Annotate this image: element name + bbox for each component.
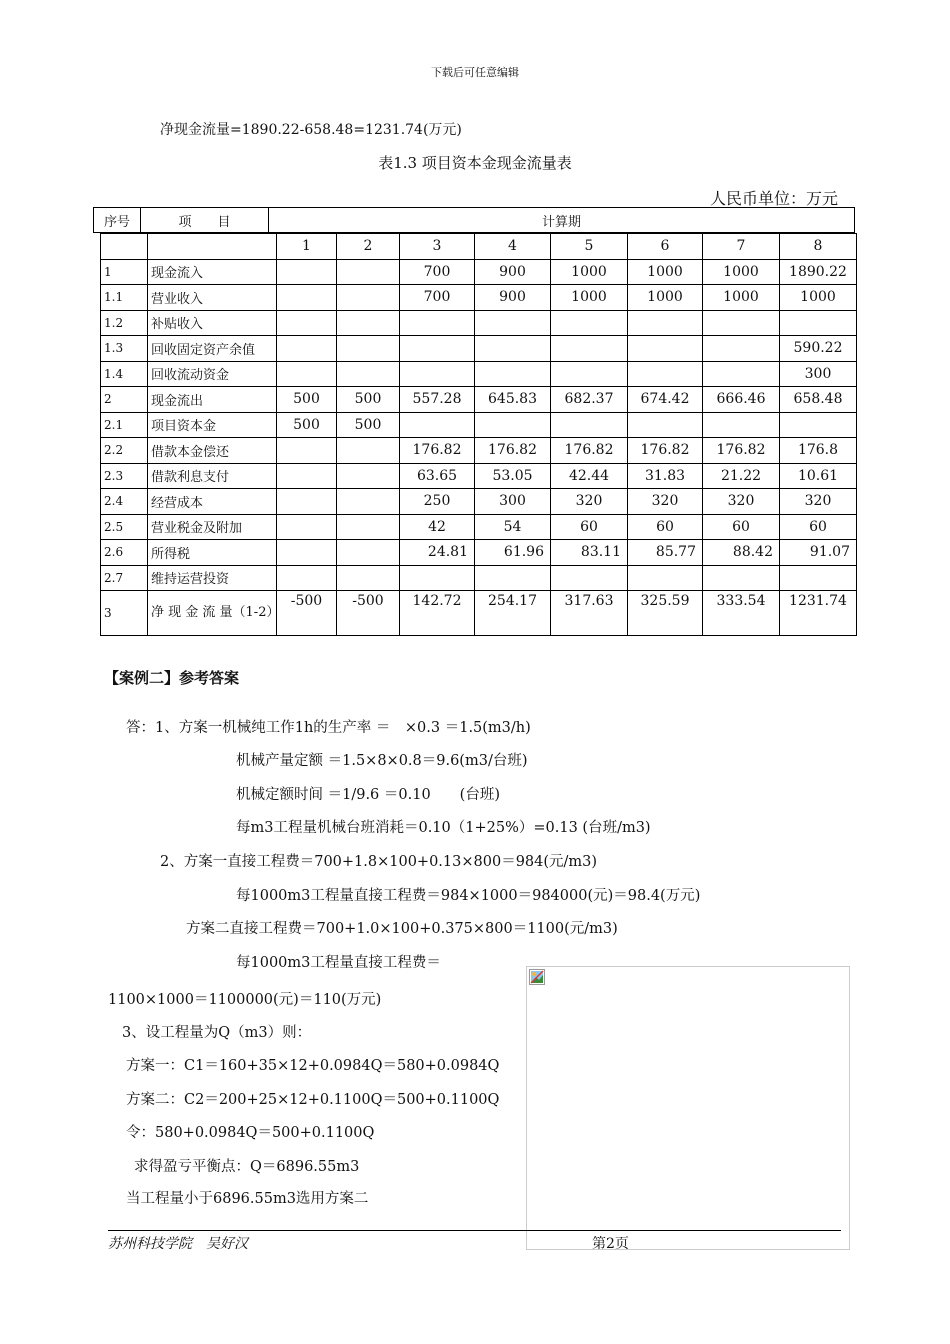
- row-number: 1.3: [101, 336, 148, 362]
- answer-line: 当工程量小于6896.55m3选用方案二: [126, 1191, 369, 1207]
- value-cell: [628, 412, 703, 438]
- value-cell: [551, 336, 628, 362]
- value-cell: [337, 259, 400, 285]
- table-row: [101, 489, 857, 515]
- period-blank: [148, 234, 277, 260]
- value-cell: 700: [400, 285, 475, 311]
- table-row: [101, 285, 857, 311]
- header-note: 下载后可任意编辑: [431, 66, 519, 79]
- row-number: 2.7: [101, 565, 148, 591]
- value-cell: 320: [551, 489, 628, 515]
- row-item: 现金流出: [148, 387, 277, 413]
- table-row: [101, 387, 857, 413]
- value-cell: 21.22: [703, 463, 780, 489]
- value-cell: 317.63: [551, 591, 628, 636]
- table-row: [101, 361, 857, 387]
- value-cell: [400, 412, 475, 438]
- header-period: 计算期: [541, 214, 581, 230]
- value-cell: 320: [703, 489, 780, 515]
- value-cell: 10.61: [780, 463, 857, 489]
- value-cell: 91.07: [780, 540, 857, 566]
- period-cell: 5: [551, 234, 628, 260]
- value-cell: 88.42: [703, 540, 780, 566]
- value-cell: 61.96: [475, 540, 551, 566]
- value-cell: [551, 310, 628, 336]
- value-cell: [628, 361, 703, 387]
- value-cell: 1890.22: [780, 259, 857, 285]
- answer-line: 方案二直接工程费＝700+1.0×100+0.375×800＝1100(元/m3): [186, 921, 618, 937]
- value-cell: 1000: [551, 285, 628, 311]
- value-cell: 300: [780, 361, 857, 387]
- table-row: [101, 565, 857, 591]
- value-cell: 176.82: [475, 438, 551, 464]
- row-number: 1: [101, 259, 148, 285]
- value-cell: [475, 310, 551, 336]
- value-cell: 500: [277, 412, 337, 438]
- period-cell: 4: [475, 234, 551, 260]
- value-cell: 557.28: [400, 387, 475, 413]
- value-cell: [277, 463, 337, 489]
- answer-line: 求得盈亏平衡点：Q＝6896.55m3: [134, 1159, 360, 1175]
- period-row: [101, 234, 857, 260]
- value-cell: 300: [475, 489, 551, 515]
- row-item: 回收流动资金: [148, 361, 277, 387]
- value-cell: 24.81: [400, 540, 475, 566]
- answer-line: 1100×1000＝1100000(元)＝110(万元): [108, 992, 382, 1008]
- footer-author: 苏州科技学院 吴好汉: [108, 1236, 248, 1252]
- value-cell: 900: [475, 259, 551, 285]
- case-title: 【案例二】参考答案: [104, 669, 240, 687]
- period-cell: 8: [780, 234, 857, 260]
- value-cell: [628, 565, 703, 591]
- period-cell: 1: [277, 234, 337, 260]
- value-cell: [780, 565, 857, 591]
- value-cell: [277, 489, 337, 515]
- cash-flow-table: [100, 233, 857, 636]
- answer-line: 令：580+0.0984Q＝500+0.1100Q: [126, 1125, 375, 1141]
- value-cell: 320: [780, 489, 857, 515]
- value-cell: 900: [475, 285, 551, 311]
- row-item-text: 净 现 金 流 量（1-2）: [151, 605, 280, 620]
- row-number: 1.4: [101, 361, 148, 387]
- value-cell: 85.77: [628, 540, 703, 566]
- period-cell: 2: [337, 234, 400, 260]
- value-cell: 54: [475, 514, 551, 540]
- value-cell: [337, 565, 400, 591]
- value-cell: [337, 463, 400, 489]
- value-cell: 1000: [628, 285, 703, 311]
- value-cell: 333.54: [703, 591, 780, 636]
- value-cell: 1000: [703, 285, 780, 311]
- value-cell: 1000: [780, 285, 857, 311]
- value-cell: [475, 361, 551, 387]
- value-cell: 666.46: [703, 387, 780, 413]
- value-cell: [277, 514, 337, 540]
- value-cell: 1231.74: [780, 591, 857, 636]
- row-number: 2.5: [101, 514, 148, 540]
- value-cell: [628, 336, 703, 362]
- row-item: [148, 591, 280, 636]
- value-cell: [400, 565, 475, 591]
- value-cell: [475, 412, 551, 438]
- value-cell: [703, 361, 780, 387]
- answer-line: 方案一：C1＝160+35×12+0.0984Q＝580+0.0984Q: [126, 1058, 500, 1074]
- value-cell: [551, 361, 628, 387]
- header-item: 项 目: [141, 208, 269, 232]
- row-number: 2.6: [101, 540, 148, 566]
- value-cell: 500: [277, 387, 337, 413]
- value-cell: 325.59: [628, 591, 703, 636]
- table-row: [101, 540, 857, 566]
- value-cell: -500: [337, 591, 400, 636]
- value-cell: 142.72: [400, 591, 475, 636]
- value-cell: [703, 412, 780, 438]
- value-cell: 176.82: [400, 438, 475, 464]
- value-cell: 500: [337, 387, 400, 413]
- answer-line: 每1000m3工程量直接工程费＝984×1000＝984000(元)＝98.4(万元): [236, 888, 701, 904]
- row-item: 补贴收入: [148, 310, 277, 336]
- value-cell: [337, 489, 400, 515]
- table-row: [101, 463, 857, 489]
- period-cell: 6: [628, 234, 703, 260]
- value-cell: [277, 259, 337, 285]
- value-cell: 682.37: [551, 387, 628, 413]
- period-cell: 3: [400, 234, 475, 260]
- net-cash-line: 净现金流量=1890.22-658.48=1231.74(万元): [160, 122, 462, 138]
- value-cell: -500: [277, 591, 337, 636]
- value-cell: 250: [400, 489, 475, 515]
- value-cell: 176.82: [628, 438, 703, 464]
- value-cell: [337, 361, 400, 387]
- answer-line: 方案二：C2＝200+25×12+0.1100Q＝500+0.1100Q: [126, 1092, 500, 1108]
- answer-line: 2、方案一直接工程费＝700+1.8×100+0.13×800＝984(元/m3): [160, 854, 598, 870]
- value-cell: 83.11: [551, 540, 628, 566]
- value-cell: [703, 336, 780, 362]
- value-cell: 658.48: [780, 387, 857, 413]
- value-cell: 176.8: [780, 438, 857, 464]
- row-item: 经营成本: [148, 489, 277, 515]
- value-cell: 254.17: [475, 591, 551, 636]
- row-item: 营业收入: [148, 285, 277, 311]
- value-cell: [703, 565, 780, 591]
- table-row: [101, 412, 857, 438]
- row-item: 所得税: [148, 540, 277, 566]
- value-cell: [337, 310, 400, 336]
- value-cell: [277, 310, 337, 336]
- value-cell: [337, 336, 400, 362]
- row-item: 维持运营投资: [148, 565, 277, 591]
- answer-line: 机械定额时间 ＝1/9.6 ＝0.10 (台班): [236, 787, 500, 803]
- value-cell: 60: [703, 514, 780, 540]
- value-cell: [551, 412, 628, 438]
- table-title: 表1.3 项目资本金现金流量表: [378, 154, 572, 172]
- value-cell: [780, 310, 857, 336]
- answer-line: 机械产量定额 ＝1.5×8×0.8＝9.6(m3/台班): [236, 753, 528, 769]
- row-number: 2.4: [101, 489, 148, 515]
- header-no: 序号: [94, 208, 141, 232]
- value-cell: [628, 310, 703, 336]
- value-cell: [337, 285, 400, 311]
- row-number: 1.1: [101, 285, 148, 311]
- value-cell: 31.83: [628, 463, 703, 489]
- value-cell: 63.65: [400, 463, 475, 489]
- footer-divider: [108, 1230, 841, 1231]
- row-number: 2: [101, 387, 148, 413]
- value-cell: 500: [337, 412, 400, 438]
- period-cell: 7: [703, 234, 780, 260]
- value-cell: [277, 336, 337, 362]
- value-cell: 700: [400, 259, 475, 285]
- value-cell: 1000: [551, 259, 628, 285]
- value-cell: 674.42: [628, 387, 703, 413]
- value-cell: 60: [628, 514, 703, 540]
- value-cell: [400, 310, 475, 336]
- row-item: 借款利息支付: [148, 463, 277, 489]
- value-cell: [400, 361, 475, 387]
- value-cell: [703, 310, 780, 336]
- value-cell: 176.82: [551, 438, 628, 464]
- table-header: [93, 207, 855, 233]
- value-cell: [277, 540, 337, 566]
- value-cell: [337, 438, 400, 464]
- footer-page-number: 第2页: [592, 1236, 629, 1252]
- table-row: [101, 310, 857, 336]
- table-row: [101, 591, 857, 636]
- image-placeholder: [526, 966, 850, 1250]
- table-row: [101, 514, 857, 540]
- value-cell: [337, 514, 400, 540]
- table-row: [101, 336, 857, 362]
- value-cell: 1000: [628, 259, 703, 285]
- value-cell: [277, 565, 337, 591]
- value-cell: [400, 336, 475, 362]
- row-item: 营业税金及附加: [148, 514, 277, 540]
- value-cell: [475, 336, 551, 362]
- table-row: [101, 259, 857, 285]
- value-cell: [337, 540, 400, 566]
- row-number: 1.2: [101, 310, 148, 336]
- answer-line: 每1000m3工程量直接工程费＝: [236, 955, 441, 971]
- value-cell: 53.05: [475, 463, 551, 489]
- value-cell: 1000: [703, 259, 780, 285]
- value-cell: [551, 565, 628, 591]
- value-cell: 590.22: [780, 336, 857, 362]
- answer-line: 3、设工程量为Q（m3）则：: [122, 1025, 312, 1041]
- row-number: 3: [101, 591, 148, 636]
- row-number: 2.3: [101, 463, 148, 489]
- value-cell: 42: [400, 514, 475, 540]
- answer-line: 每m3工程量机械台班消耗＝0.10（1+25%）=0.13 (台班/m3): [236, 820, 651, 836]
- row-item: 项目资本金: [148, 412, 277, 438]
- value-cell: [780, 412, 857, 438]
- period-blank: [101, 234, 148, 260]
- value-cell: [277, 438, 337, 464]
- row-number: 2.2: [101, 438, 148, 464]
- row-item: 现金流入: [148, 259, 277, 285]
- value-cell: 60: [551, 514, 628, 540]
- answer-line: 答：1、方案一机械纯工作1h的生产率 ＝ ×0.3 ＝1.5(m3/h): [126, 720, 531, 736]
- row-item: 回收固定资产余值: [148, 336, 277, 362]
- value-cell: [277, 361, 337, 387]
- value-cell: 320: [628, 489, 703, 515]
- value-cell: 42.44: [551, 463, 628, 489]
- value-cell: [475, 565, 551, 591]
- value-cell: 645.83: [475, 387, 551, 413]
- currency-unit: 人民币单位：万元: [710, 189, 839, 208]
- row-number: 2.1: [101, 412, 148, 438]
- broken-image-icon: [529, 969, 545, 985]
- row-item: 借款本金偿还: [148, 438, 277, 464]
- value-cell: [277, 285, 337, 311]
- value-cell: 176.82: [703, 438, 780, 464]
- value-cell: 60: [780, 514, 857, 540]
- table-row: [101, 438, 857, 464]
